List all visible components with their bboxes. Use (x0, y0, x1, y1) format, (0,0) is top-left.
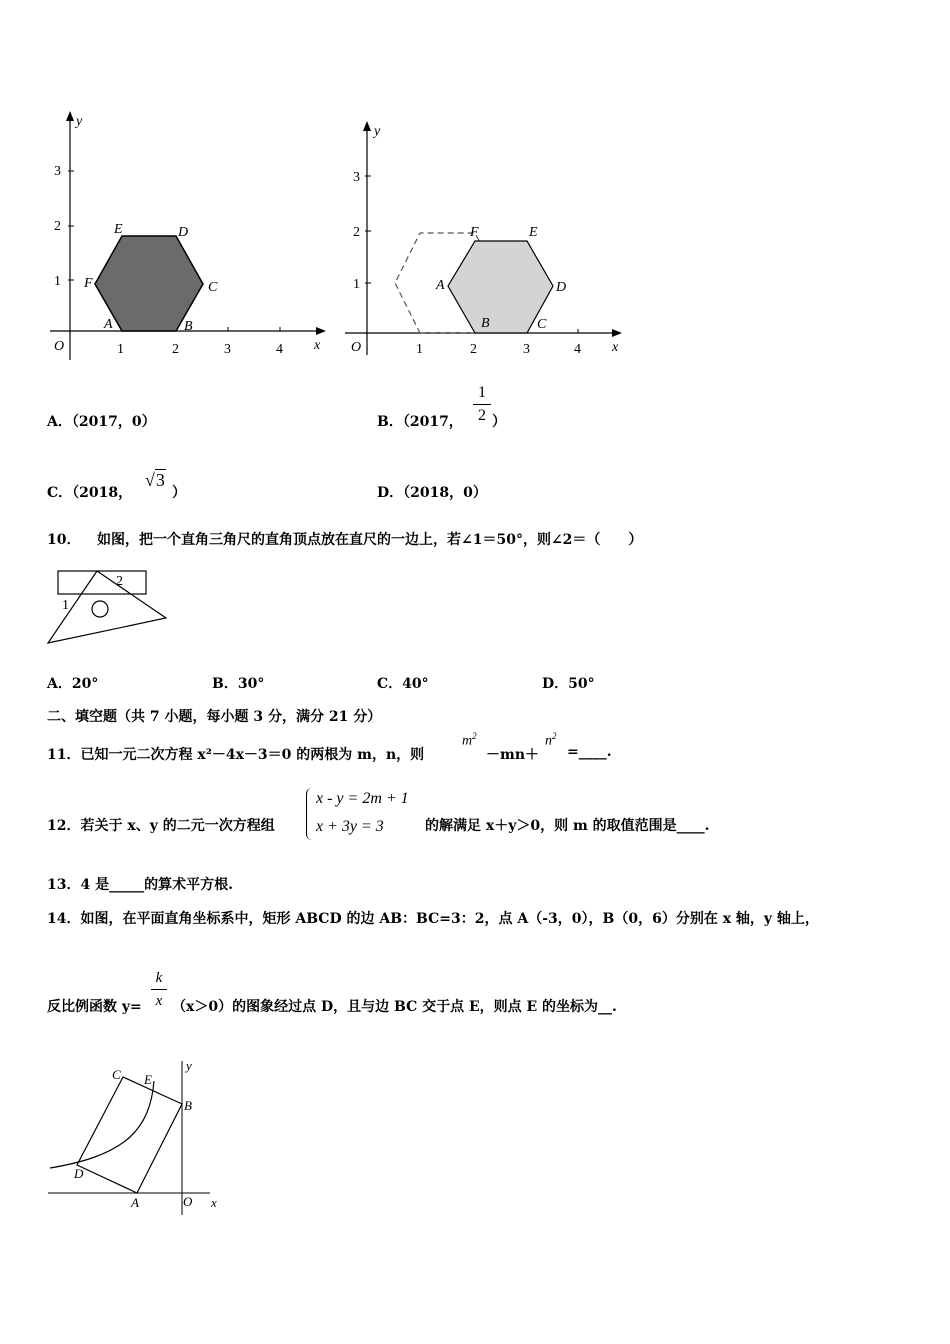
q9-option-a: A．（2017，0） (47, 414, 156, 430)
q9-option-c: C．（2018， (47, 485, 133, 501)
q14-line-2-post: （x＞0）的图象经过点 D，且与边 BC 交于点 E，则点 E 的坐标为__. (172, 999, 617, 1015)
y-tick-3: 3 (353, 170, 360, 185)
vertex-E: E (529, 225, 538, 240)
q9-option-d: D．（2018，0） (377, 485, 487, 501)
figure-hexagon-1 (40, 105, 340, 370)
q10-option-c: C．40° (377, 676, 429, 692)
q14-line-1: 14．如图，在平面直角坐标系中，矩形 ABCD 的边 AB：BC=3：2，点 A（-3，0），B（0，6）分别在 x 轴，y 轴上， (47, 911, 819, 927)
q10-option-b: B．30° (212, 676, 265, 692)
q9-option-c-close: ） (172, 485, 186, 501)
x-axis-arrow (316, 327, 326, 335)
q14-fraction-k-over-x: k x (151, 969, 167, 1010)
y-axis-arrow (66, 111, 74, 121)
figure-hexagon-2 (340, 115, 640, 365)
vertex-B: B (481, 316, 490, 331)
q11-m-squared: $m^2$ (462, 731, 477, 749)
y-tick-2: 2 (353, 225, 360, 240)
y-tick-3: 3 (54, 164, 61, 179)
q9-option-b-close: ） (492, 414, 506, 430)
q10-option-a: A．20° (47, 676, 99, 692)
rectangle-ABCD (77, 1077, 182, 1193)
vertex-F: F (470, 225, 479, 240)
vertex-A: A (104, 317, 113, 332)
vertex-C: C (208, 280, 218, 295)
x-tick-2: 2 (470, 342, 477, 357)
x-tick-3: 3 (523, 342, 530, 357)
q10-number: 10． (47, 532, 81, 548)
vertex-D: D (556, 280, 567, 295)
q12-equation-2: x + 3y = 3 (316, 818, 384, 835)
point-C-label: C (112, 1067, 121, 1082)
vertex-D: D (178, 225, 189, 240)
angle-1-label: 1 (62, 598, 69, 613)
y-axis-label: y (76, 114, 83, 129)
vertex-F: F (84, 276, 93, 291)
q9-option-b-fraction: 1 2 (472, 384, 492, 425)
x-tick-4: 4 (276, 342, 283, 357)
x-tick-4: 4 (574, 342, 581, 357)
point-D-label: D (74, 1166, 84, 1181)
q9-option-c-sqrt: √3 (145, 470, 165, 490)
q11-answer-blank: =____. (567, 744, 612, 760)
q10-stem: 如图，把一个直角三角尺的直角顶点放在直尺的一边上，若∠1＝50°，则∠2＝（ ） (97, 532, 643, 548)
x-tick-1: 1 (117, 342, 124, 357)
angle-2-label: 2 (116, 574, 123, 589)
y-tick-1: 1 (54, 274, 61, 289)
q12-equation-1: x - y = 2m + 1 (316, 790, 409, 807)
x-axis-label: x (211, 1195, 217, 1210)
point-B-label: B (184, 1098, 192, 1113)
section-2-title: 二、填空题（共 7 小题，每小题 3 分，满分 21 分） (47, 709, 382, 725)
origin-label: O (351, 340, 362, 355)
origin-label: O (54, 339, 65, 354)
q14-line-2-pre: 反比例函数 y= (47, 999, 142, 1015)
triangle-hole (92, 601, 108, 617)
vertex-A: A (436, 278, 445, 293)
q11-mid: －mn＋ (486, 747, 539, 763)
q10-option-d: D．50° (542, 676, 595, 692)
q12-text: 12．若关于 x、y 的二元一次方程组 (47, 818, 275, 834)
y-tick-1: 1 (353, 277, 360, 292)
q12-condition: 的解满足 x＋y＞0，则 m 的取值范围是____. (425, 818, 710, 834)
point-E-label: E (144, 1072, 152, 1087)
q12-system-brace (306, 788, 313, 840)
x-tick-2: 2 (172, 342, 179, 357)
x-axis-arrow (612, 329, 622, 337)
x-axis-label: x (612, 340, 619, 355)
q11-text: 11．已知一元二次方程 x²－4x－3＝0 的两根为 m，n，则 (47, 747, 425, 763)
x-tick-3: 3 (224, 342, 231, 357)
q9-option-b: B．（2017， (377, 414, 463, 430)
x-tick-1: 1 (416, 342, 423, 357)
q10-figure-ruler-triangle (40, 565, 180, 650)
vertex-B: B (184, 319, 193, 334)
q11-n-squared: $n^2$ (545, 731, 557, 749)
y-axis-label: y (374, 124, 381, 139)
q13-text: 13．4 是_____的算术平方根. (47, 877, 233, 893)
x-axis-label: x (314, 338, 321, 353)
vertex-C: C (537, 317, 547, 332)
q14-figure-rectangle-hyperbola (40, 1055, 230, 1220)
y-axis-arrow (363, 121, 371, 131)
point-A-label: A (131, 1195, 139, 1210)
y-tick-2: 2 (54, 219, 61, 234)
y-axis-label: y (186, 1058, 192, 1073)
hyperbola-curve (50, 1081, 154, 1168)
vertex-E: E (114, 222, 123, 237)
origin-label: O (183, 1194, 193, 1209)
